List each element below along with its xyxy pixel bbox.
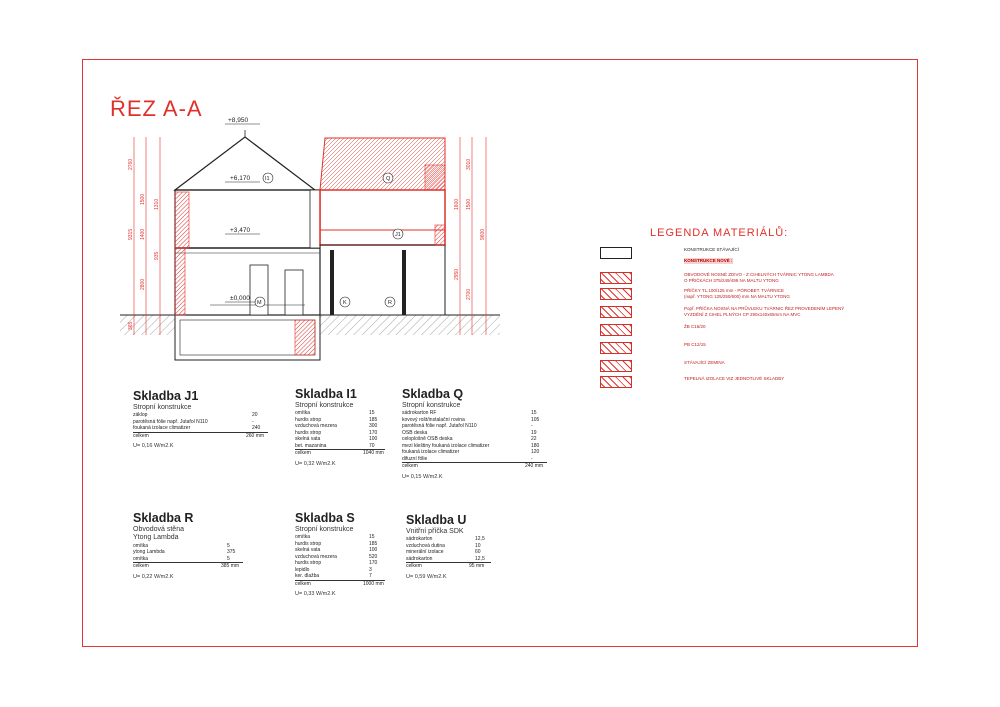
- layer-thickness: 260 mm: [246, 432, 265, 439]
- legend-text: PŘÍČKY TL.100/125 mm - PÓROBET. TVÁRNICE: [684, 288, 785, 293]
- layer-name: OSB deska: [402, 429, 428, 436]
- layer-thickness: 20: [252, 412, 258, 419]
- layer-thickness: 120: [531, 449, 540, 456]
- composition-row: [295, 580, 385, 588]
- layer-thickness: 70: [369, 442, 375, 449]
- legend-text: STÁVAJÍCÍ ZEMINA: [684, 360, 725, 365]
- legend-swatch: [600, 247, 632, 259]
- layer-thickness: 19: [531, 429, 537, 436]
- layer-name: celkem: [402, 463, 418, 470]
- composition-j1: [133, 389, 268, 450]
- svg-text:2700: 2700: [466, 288, 472, 300]
- marker-label: J1: [395, 232, 401, 238]
- composition-title: Skladba J1: [133, 389, 199, 403]
- u-value: U= 0,16 W/m2.K: [133, 443, 174, 450]
- composition-r: [133, 511, 243, 580]
- svg-text:1310: 1310: [154, 198, 160, 210]
- layer-thickness: 385 mm: [221, 563, 240, 570]
- composition-row: [133, 562, 243, 570]
- layer-thickness: 5: [227, 555, 230, 562]
- level-markers: [228, 117, 250, 302]
- layer-thickness: 3: [369, 566, 372, 573]
- composition-subtitle: Stropní konstrukce: [295, 402, 354, 409]
- layer-name: lepidlo: [295, 566, 310, 573]
- composition-i1: [295, 387, 385, 467]
- layer-thickness: 1000 mm: [363, 580, 384, 587]
- layer-thickness: -: [252, 418, 254, 425]
- layer-thickness: 240 mm: [525, 463, 544, 470]
- layer-name: omítka: [133, 555, 149, 562]
- layer-name: vzduchová mezera: [295, 553, 337, 560]
- svg-text:1500: 1500: [466, 198, 472, 210]
- marker-label: M: [257, 300, 262, 306]
- composition-s: [295, 511, 385, 598]
- layer-thickness: 12,5: [475, 536, 485, 543]
- u-value: U= 0,15 W/m2.K: [402, 473, 443, 480]
- layer-thickness: -: [531, 423, 533, 430]
- layer-name: bet. mazanina: [295, 442, 327, 449]
- layer-name: omítka: [295, 534, 311, 541]
- layer-thickness: 180: [531, 442, 540, 449]
- layer-thickness: 15: [369, 534, 375, 541]
- layer-thickness: -: [531, 455, 533, 462]
- layer-thickness: 1040 mm: [363, 450, 384, 457]
- composition-u: [406, 513, 491, 580]
- legend-swatch: [600, 324, 632, 336]
- svg-text:935: 935: [154, 251, 160, 260]
- layer-name: vzduchová mezera: [295, 423, 337, 430]
- layer-thickness: 100: [369, 547, 378, 554]
- layer-name: skelná vata: [295, 436, 321, 443]
- section-title: ŘEZ A-A: [110, 96, 203, 121]
- svg-text:2800: 2800: [140, 278, 146, 290]
- composition-subtitle: Stropní konstrukce: [133, 404, 192, 411]
- legend-text: O PŘIČKÁCH 375/249/499 NA MALTU YTONG: [684, 278, 779, 283]
- layer-thickness: 520: [369, 553, 378, 560]
- layer-thickness: 10: [475, 542, 481, 549]
- svg-text:1400: 1400: [140, 228, 146, 240]
- composition-subtitle: Obvodová stěna: [133, 526, 184, 533]
- legend-text: VYZDĚNÍ Z CIHEL PLNÝCH CP 290x140x65mm NA MVC: [684, 312, 801, 317]
- legend-text: KONSTRUKCE STÁVAJÍCÍ: [684, 247, 739, 252]
- legend-text: OBVODOVÉ NOSNÉ ZDIVO - Z CIHELNÝCH TVÁRNIC YTONG LAMBDA: [684, 272, 834, 277]
- layer-name: omítka: [133, 542, 149, 549]
- legend-text: PB C12/15: [684, 342, 706, 347]
- composition-title: Skladba Q: [402, 387, 464, 401]
- annex-lower: [320, 245, 445, 315]
- marker-label: K: [343, 300, 347, 306]
- layer-name: foukaná izolace climatizer: [402, 449, 460, 456]
- layer-name: minerální izolace: [406, 549, 444, 556]
- layer-thickness: 185: [369, 540, 378, 547]
- composition-title: Skladba S: [295, 511, 355, 525]
- layer-name: záklop: [133, 412, 148, 419]
- u-value: U= 0,32 W/m2.K: [295, 460, 336, 467]
- composition-title: Skladba R: [133, 511, 194, 525]
- layer-name: celkem: [133, 563, 149, 570]
- layer-name: celoplošně OSB deska: [402, 436, 453, 443]
- layer-thickness: 375: [227, 549, 236, 556]
- layer-name: sádrokarton: [406, 536, 433, 543]
- layer-name: ytong Lambda: [133, 549, 165, 556]
- annex-upper: [320, 190, 445, 245]
- layer-thickness: 300: [369, 423, 378, 430]
- layer-thickness: 240: [252, 425, 261, 432]
- layer-name: celkem: [406, 563, 422, 570]
- u-value: U= 0,59 W/m2.K: [406, 573, 447, 580]
- svg-text:9600: 9600: [480, 228, 486, 240]
- u-value: U= 0,22 W/m2.K: [133, 573, 174, 580]
- layer-thickness: 7: [369, 573, 372, 580]
- legend-title: LEGENDA MATERIÁLŮ:: [650, 227, 789, 239]
- layer-name: kovový rošt/instalační rovina: [402, 416, 465, 423]
- layer-name: celkem: [295, 580, 311, 587]
- svg-text:9315: 9315: [128, 228, 134, 240]
- svg-text:1600: 1600: [454, 198, 460, 210]
- level-marker: +3,470: [230, 227, 251, 234]
- layer-thickness: 12,5: [475, 555, 485, 562]
- legend-text: ŽB C16/20: [684, 324, 706, 329]
- layer-thickness: 5: [227, 542, 230, 549]
- svg-text:1500: 1500: [140, 193, 146, 205]
- door-2: [285, 270, 303, 315]
- layer-name: hurdis strop: [295, 416, 322, 423]
- legend-swatch: [600, 288, 632, 300]
- composition-row: [133, 432, 268, 440]
- marker-label: R: [388, 300, 392, 306]
- composition-q: [402, 387, 547, 480]
- composition-title: Skladba U: [406, 513, 467, 527]
- layer-thickness: 60: [475, 549, 481, 556]
- layer-name: ker. dlažba: [295, 573, 320, 580]
- layer-name: hurdis strop: [295, 540, 322, 547]
- layer-name: parotěsná fólie např. Jutafol N110: [402, 423, 477, 430]
- layer-name: omítka: [295, 410, 311, 417]
- u-value: U= 0,33 W/m2.K: [295, 591, 336, 598]
- legend-swatch: [600, 272, 632, 284]
- legend-swatch: [600, 306, 632, 318]
- layer-name: skelná vata: [295, 547, 321, 554]
- level-marker: +6,170: [230, 175, 251, 182]
- layer-name: foukaná izolace climatizer: [133, 425, 191, 432]
- layer-thickness: 100: [369, 436, 378, 443]
- marker-label: I1: [265, 176, 270, 182]
- section-drawing: [120, 110, 500, 370]
- composition-title: Skladba I1: [295, 387, 357, 401]
- layer-thickness: 105: [531, 416, 540, 423]
- layer-thickness: 15: [369, 410, 375, 417]
- layer-name: vzduchová dutina: [406, 542, 445, 549]
- composition-subtitle: Stropní konstrukce: [402, 402, 461, 409]
- composition-row: [295, 449, 385, 457]
- layer-thickness: 170: [369, 429, 378, 436]
- layer-name: sádrokarton RF: [402, 410, 437, 417]
- legend-swatch: [600, 360, 632, 372]
- door-1: [250, 265, 268, 315]
- composition-row: [406, 562, 491, 570]
- layer-thickness: 95 mm: [469, 563, 485, 570]
- legend-swatch: [600, 342, 632, 354]
- svg-text:365: 365: [128, 321, 134, 330]
- level-marker: ±0,000: [230, 295, 250, 302]
- legend-text: (např. YTONG 125/250/600) mm NA MALTU YTONG: [684, 294, 790, 299]
- layer-name: hurdis strop: [295, 429, 322, 436]
- layer-name: celkem: [133, 432, 149, 439]
- layer-name: hurdis strop: [295, 560, 322, 567]
- legend-swatch: [600, 376, 632, 388]
- legend-text: TEPELNÁ IZOLACE VIZ JEDNOTLIVÉ SKLADBY: [684, 376, 785, 381]
- layer-thickness: 15: [531, 410, 537, 417]
- composition-subtitle: Vnitřní příčka SDK: [406, 528, 464, 535]
- level-marker: +8,950: [228, 117, 249, 124]
- marker-label: Q: [386, 176, 391, 182]
- layer-thickness: 22: [531, 436, 537, 443]
- composition-subtitle: Stropní konstrukce: [295, 526, 354, 533]
- layer-name: mezi kleštiny foukaná izolace climatizer: [402, 442, 490, 449]
- composition-row: [402, 462, 547, 470]
- layer-thickness: 170: [369, 560, 378, 567]
- layer-name: parotěsná fólie např. Jutafol N110: [133, 418, 208, 425]
- svg-text:3010: 3010: [466, 158, 472, 170]
- layer-name: sádrokarton: [406, 555, 433, 562]
- layer-name: difuzní fólie: [402, 455, 428, 462]
- composition-subtitle: Ytong Lambda: [133, 534, 179, 542]
- svg-text:2950: 2950: [454, 268, 460, 280]
- layer-name: celkem: [295, 450, 311, 457]
- legend-text: Popř. PŘÍČKA NOSNÁ NA PRŮVLEKU TVÁRNIC ŘEZ PROVEDENÍM LEPENÝ: [684, 306, 845, 311]
- layer-thickness: 185: [369, 416, 378, 423]
- legend-text: KONSTRUKCE NOVÉ :: [684, 258, 733, 263]
- svg-text:2760: 2760: [128, 158, 134, 170]
